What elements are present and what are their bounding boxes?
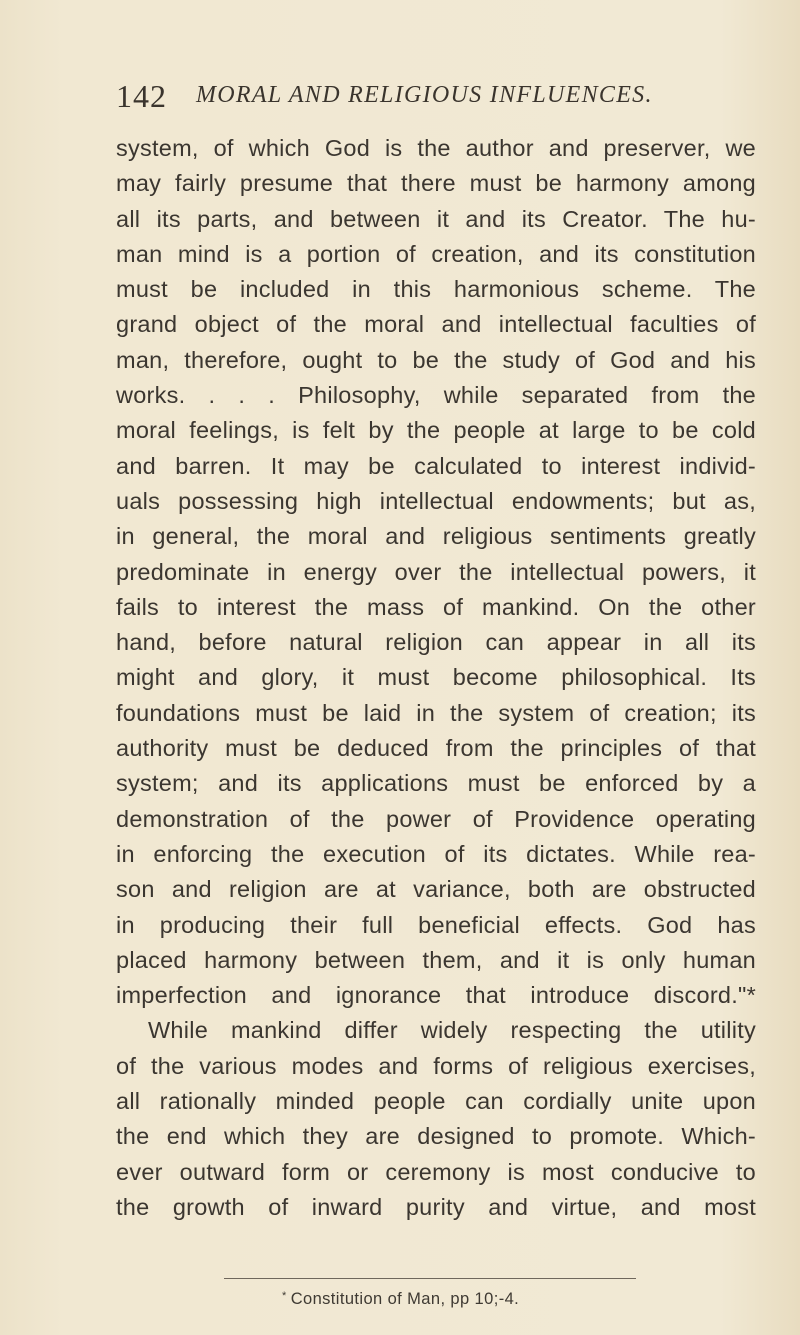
text-line: the end which they are designed to promote. Which- (116, 1123, 756, 1150)
text-line: foundations must be laid in the system of creation; its (116, 699, 756, 726)
text-line: must be included in this harmonious scheme. The (116, 276, 756, 303)
text-line: fails to interest the mass of mankind. On the other (116, 593, 756, 620)
text-line: of the various modes and forms of religious exercises, (116, 1052, 756, 1079)
text-line: might and glory, it must become philosophical. Its (116, 664, 756, 691)
text-line: all rationally minded people can cordially unite upon (116, 1088, 756, 1115)
text-line: system; and its applications must be enforced by a (116, 770, 756, 797)
text-line: ever outward form or ceremony is most conducive to (116, 1158, 756, 1185)
body-text (116, 131, 756, 1225)
running-title: MORAL AND RELIGIOUS INFLUENCES. (196, 82, 653, 108)
text-line: man mind is a portion of creation, and its constitution (116, 240, 756, 267)
text-line: in producing their full beneficial effects. God has (116, 911, 756, 938)
footnote-mark: * (282, 1290, 287, 1302)
text-line: imperfection and ignorance that introduce discord."* (116, 982, 756, 1009)
footnote-text: Constitution of Man, pp 10;-4. (290, 1290, 520, 1308)
text-line: While mankind differ widely respecting the utility (148, 1017, 756, 1044)
text-line: uals possessing high intellectual endowments; but as, (116, 487, 756, 514)
text-line: placed harmony between them, and it is only human (116, 946, 756, 973)
text-line: the growth of inward purity and virtue, and most (116, 1193, 756, 1220)
text-line: all its parts, and between it and its Creator. The hu- (116, 205, 756, 232)
text-line: moral feelings, is felt by the people at large to be cold (116, 417, 756, 444)
footnote-divider (224, 1278, 636, 1279)
text-line: system, of which God is the author and preserver, we (116, 135, 756, 161)
text-line: son and religion are at variance, both are obstructed (116, 876, 756, 903)
running-header (116, 76, 736, 116)
text-line: authority must be deduced from the principles of that (116, 735, 756, 762)
footnote (282, 1290, 519, 1309)
text-line: predominate in energy over the intellectual powers, it (116, 558, 756, 585)
text-line: in general, the moral and religious sentiments greatly (116, 523, 756, 550)
text-line: man, therefore, ought to be the study of God and his (116, 346, 756, 373)
text-line: works. . . . Philosophy, while separated from the (116, 382, 756, 409)
text-line: hand, before natural religion can appear in all its (116, 629, 756, 656)
text-line: and barren. It may be calculated to interest individ- (116, 452, 756, 479)
text-line: in enforcing the execution of its dictates. While rea- (116, 840, 756, 867)
text-line: grand object of the moral and intellectual faculties of (116, 311, 756, 338)
text-line: may fairly presume that there must be harmony among (116, 170, 756, 197)
text-line: demonstration of the power of Providence operating (116, 805, 756, 832)
page-number: 142 (116, 78, 167, 114)
